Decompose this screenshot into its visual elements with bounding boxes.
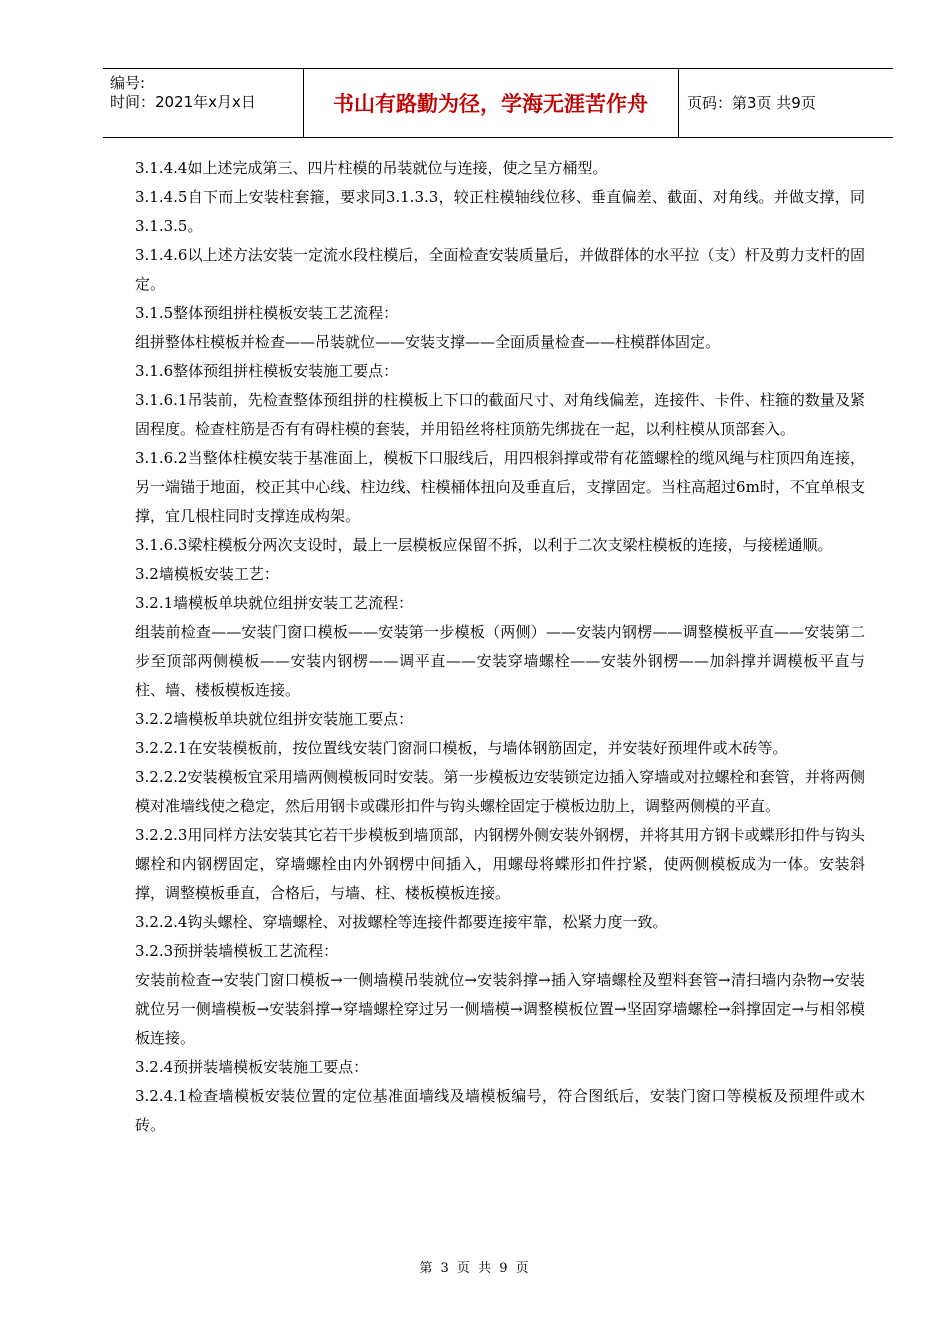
paragraph: 3.1.6.3梁柱模板分两次支设时，最上一层模板应保留不拆，以利于二次支梁柱模板的连接，与接槎通顺。 — [135, 536, 833, 554]
paragraph: 3.2.2.2安装模板宜采用墙两侧模板同时安装。第一步模板边安装锁定边插入穿墙或对拉螺栓和套管，并将两侧模对准墙线使之稳定，然后用钢卡或碟形扣件与钩头螺栓固定于模板边肋上，调整两侧模的平直。 — [135, 768, 865, 815]
paragraph: 3.1.6.1吊装前，先检查整体预组拼的柱模板上下口的截面尺寸、对角线偏差，连接件、卡件、柱箍的数量及紧固程度。检查柱筋是否有有碍柱模的套装，并用铅丝将柱顶筋先绑拢在一起，以利柱模从顶部套入。 — [135, 391, 865, 438]
paragraph: 3.2.4.1检查墙模板安装位置的定位基准面墙线及墙模板编号，符合图纸后，安装门窗口等模板及预埋件或木砖。 — [135, 1087, 865, 1134]
paragraph: 3.1.4.6以上述方法安装一定流水段柱模后，全面检查安装质量后，并做群体的水平拉（支）杆及剪力支杆的固定。 — [135, 246, 865, 293]
paragraph: 3.1.6.2当整体柱模安装于基准面上，模板下口服线后，用四根斜撑或带有花篮螺栓的缆风绳与柱顶四角连接，另一端锚于地面，校正其中心线、柱边线、柱模桶体扭向及垂直后，支撑固定。当柱高超过6m时，不宜单根支撑，宜几根柱同时支撑连成构架。 — [135, 449, 865, 525]
time-label: 时间：2021年x月x日 — [110, 93, 256, 111]
section-heading: 3.2.4预拼装墙模板安装施工要点： — [135, 1058, 369, 1076]
paragraph: 安装前检查→安装门窗口模板→一侧墙模吊装就位→安装斜撑→插入穿墙螺栓及塑料套管→清扫墙内杂物→安装就位另一侧墙模板→安装斜撑→穿墙螺栓穿过另一侧墙模→调整模板位置→坚固穿墙螺栓→斜撑固定→与相邻模板连接。 — [135, 971, 865, 1047]
paragraph: 3.2.2.4钩头螺栓、穿墙螺栓、对拔螺栓等连接件都要连接牢靠，松紧力度一致。 — [135, 913, 668, 931]
section-heading: 3.1.6整体预组拼柱模板安装施工要点： — [135, 362, 399, 380]
paragraph: 3.2.2.1在安装模板前，按位置线安装门窗洞口模板，与墙体钢筋固定，并安装好预埋件或木砖等。 — [135, 739, 788, 757]
header-motto-cell — [303, 69, 679, 137]
serial-label: 编号: — [110, 74, 146, 92]
header-page-info: 页码：第3页 共9页 — [687, 94, 816, 112]
document-body — [135, 154, 865, 1140]
header-page-cell — [678, 69, 893, 137]
header-meta-cell — [103, 69, 304, 137]
section-heading: 3.2.1墙模板单块就位组拼安装工艺流程： — [135, 594, 414, 612]
paragraph: 3.2.2.3用同样方法安装其它若干步模板到墙顶部，内钢楞外侧安装外钢楞，并将其用方钢卡或蝶形扣件与钩头螺栓和内钢楞固定，穿墙螺栓由内外钢楞中间插入，用螺母将蝶形扣件拧紧，使两侧模板成为一体。安装斜撑，调整模板垂直，合格后，与墙、柱、楼板模板连接。 — [135, 826, 865, 902]
section-heading: 3.2墙模板安装工艺： — [135, 565, 279, 583]
section-heading: 3.1.5整体预组拼柱模板安装工艺流程： — [135, 304, 399, 322]
page-footer: 第 3 页 共 9 页 — [419, 1261, 531, 1276]
paragraph: 组拼整体柱模板并检查——吊装就位——安装支撑——全面质量检查——柱模群体固定。 — [135, 333, 721, 351]
page-header — [103, 68, 893, 138]
section-heading: 3.2.2墙模板单块就位组拼安装施工要点： — [135, 710, 414, 728]
section-heading: 3.2.3预拼装墙模板工艺流程： — [135, 942, 339, 960]
paragraph: 3.1.4.4如上述完成第三、四片柱模的吊装就位与连接，使之呈方桶型。 — [135, 159, 608, 177]
paragraph: 3.1.4.5自下而上安装柱套箍，要求同3.1.3.3，较正柱模轴线位移、垂直偏差、截面、对角线。并做支撑，同3.1.3.5。 — [135, 188, 865, 235]
header-motto: 书山有路勤为径，学海无涯苦作舟 — [333, 92, 648, 116]
paragraph: 组装前检查——安装门窗口模板——安装第一步模板（两侧）——安装内钢楞——调整模板平直——安装第二步至顶部两侧模板——安装内钢楞——调平直——安装穿墙螺栓——安装外钢楞——加斜撑并调模板平直与柱、墙、楼板模板连接。 — [135, 623, 865, 699]
